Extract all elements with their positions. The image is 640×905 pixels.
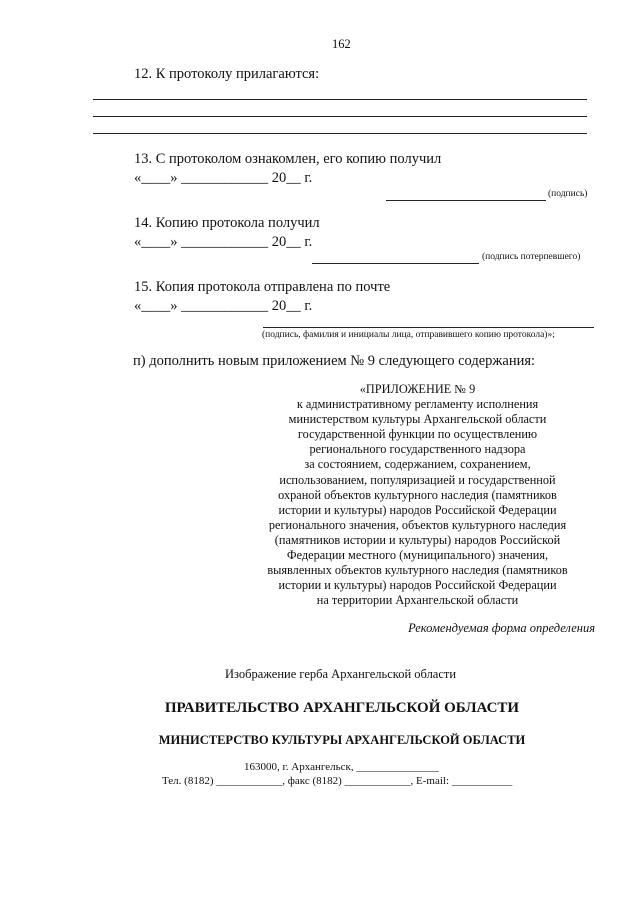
attachment-line-2: [93, 116, 587, 117]
appendix-line: к административному регламенту исполнения: [296, 397, 539, 412]
ministry-title: МИНИСТЕРСТВО КУЛЬТУРЫ АРХАНГЕЛЬСКОЙ ОБЛАСТИ: [158, 733, 526, 747]
government-title: ПРАВИТЕЛЬСТВО АРХАНГЕЛЬСКОЙ ОБЛАСТИ: [164, 700, 520, 716]
section-13-sign-caption: (подпись): [548, 189, 588, 199]
section-15-title: 15. Копия протокола отправлена по почте: [134, 279, 391, 295]
section-15-date: «____» ____________ 20__ г.: [134, 298, 313, 314]
appendix-line: министерством культуры Архангельской области: [288, 412, 547, 427]
section-15-sign-caption: (подпись, фамилия и инициалы лица, отправившего копию протокола)»;: [262, 330, 555, 340]
section-13-sign-line: [386, 200, 546, 201]
coat-of-arms-placeholder: Изображение герба Архангельской области: [225, 667, 457, 681]
appendix-line: на территории Архангельской области: [316, 593, 519, 608]
section-13-date: «____» ____________ 20__ г.: [134, 170, 313, 186]
appendix-line: выявленных объектов культурного наследия (памятников: [267, 563, 568, 578]
recommended-form-note: Рекомендуемая форма определения: [408, 621, 595, 635]
appendix-line: (памятников истории и культуры) народов Российской: [274, 532, 561, 547]
section-14-date: «____» ____________ 20__ г.: [134, 234, 313, 250]
appendix-line: «ПРИЛОЖЕНИЕ № 9: [359, 382, 476, 396]
section-15-sign-line: [263, 327, 594, 328]
appendix-line: истории и культуры) народов Российской Федерации: [278, 578, 557, 593]
appendix-line: использованием, популяризацией и государственной: [279, 472, 556, 487]
contacts-line: Тел. (8182) ____________, факс (8182) ____________, E-mail: ___________: [162, 775, 513, 787]
section-14-title: 14. Копию протокола получил: [134, 215, 320, 231]
appendix-line: за состоянием, содержанием, сохранением,: [304, 457, 531, 472]
section-14-sign-caption: (подпись потерпевшего): [482, 252, 581, 262]
section-14-sign-line: [312, 263, 479, 264]
appendix-line: регионального значения, объектов культурного наследия: [268, 517, 567, 532]
attachment-line-1: [93, 99, 587, 100]
section-12-title: 12. К протоколу прилагаются:: [134, 66, 320, 82]
appendix-line: истории и культуры) народов Российской Федерации: [278, 502, 557, 517]
appendix-line: охраной объектов культурного наследия (памятников: [278, 487, 557, 502]
page-number: 162: [332, 37, 351, 51]
section-13-title: 13. С протоколом ознакомлен, его копию получил: [134, 151, 442, 167]
attachment-line-3: [93, 133, 587, 134]
item-p-text: п) дополнить новым приложением № 9 следующего содержания:: [133, 353, 536, 369]
appendix-line: государственной функции по осуществлению: [297, 427, 538, 442]
appendix-header: [250, 382, 585, 608]
appendix-line: регионального государственного надзора: [309, 442, 526, 457]
address-line: 163000, г. Архангельск, _______________: [244, 761, 439, 773]
appendix-line: Федерации местного (муниципального) значения,: [286, 548, 549, 563]
